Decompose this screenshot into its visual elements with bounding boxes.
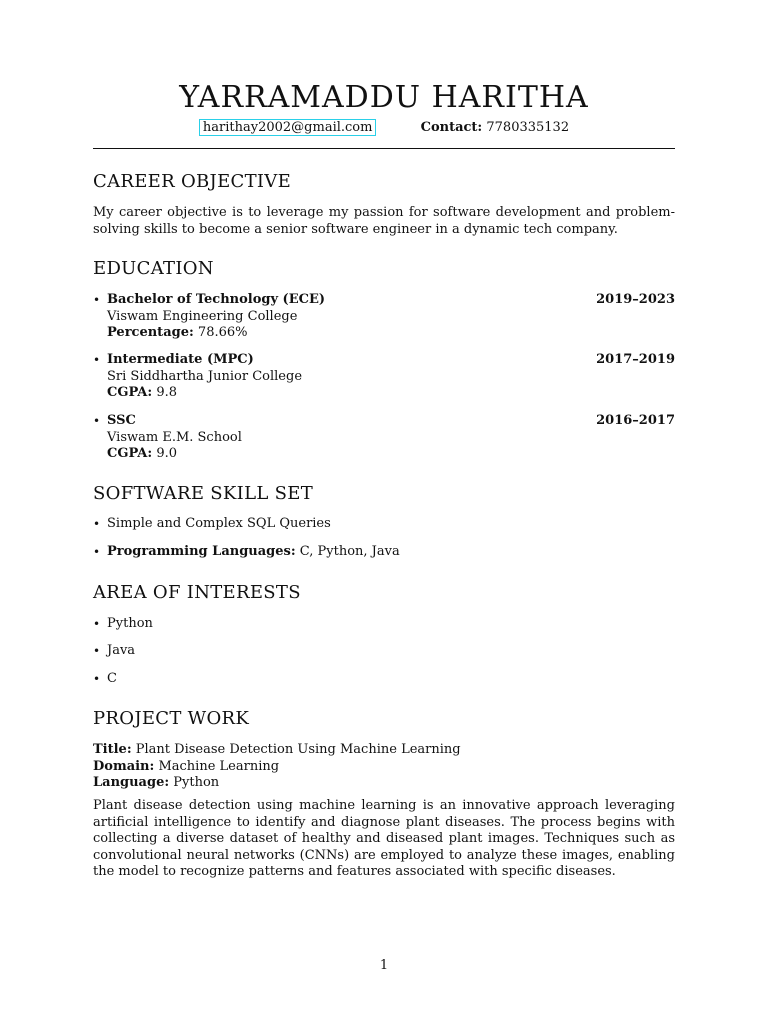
bullet-icon: • xyxy=(93,617,101,631)
project-meta xyxy=(93,742,675,792)
list-item xyxy=(93,544,675,561)
list-item xyxy=(93,643,675,660)
bullet-icon: • xyxy=(93,672,101,686)
skill-text: Simple and Complex SQL Queries xyxy=(107,516,331,531)
education-school: Viswam E.M. School xyxy=(107,429,242,445)
contact-line xyxy=(93,119,675,136)
candidate-name: YARRAMADDU HARITHA xyxy=(179,80,589,115)
education-degree: SSC xyxy=(107,413,136,428)
education-school: Viswam Engineering College xyxy=(107,308,298,324)
section-title-project: PROJECT WORK xyxy=(93,708,250,729)
education-score: 9.8 xyxy=(156,385,177,400)
education-item xyxy=(93,413,675,463)
interest-text: C xyxy=(107,671,117,686)
project-title-value: Plant Disease Detection Using Machine Learning xyxy=(135,742,461,757)
section-title-interests: AREA OF INTERESTS xyxy=(93,582,301,603)
education-item xyxy=(93,292,675,342)
bullet-icon: • xyxy=(93,517,101,531)
project-title-label: Title: xyxy=(93,742,132,757)
education-score-label: Percentage: xyxy=(107,325,194,340)
bullet-icon: • xyxy=(93,545,101,559)
skill-label: Programming Languages: xyxy=(107,544,296,559)
interest-text: Python xyxy=(107,616,153,631)
list-item xyxy=(93,616,675,633)
page-number: 1 xyxy=(379,958,389,973)
bullet-icon: • xyxy=(93,353,101,367)
education-degree: Bachelor of Technology (ECE) xyxy=(107,292,326,307)
project-description: Plant disease detection using machine learning is an innovative approach leveraging artificial intelligence to identify and diagnose plant diseases. The process begins with collecting a diverse dataset of healthy and diseased plant images. Techniques such as convolutional neural networks (CNNs) are employed to analyze these images, enabling the model to recognize patterns and features associated with specific diseases. xyxy=(93,798,675,879)
email-link[interactable]: harithay2002@gmail.com xyxy=(199,119,377,136)
education-score: 78.66% xyxy=(197,325,248,340)
header-divider xyxy=(93,148,675,149)
education-item xyxy=(93,352,675,402)
education-score-label: CGPA: xyxy=(107,385,153,400)
skill-value: C, Python, Java xyxy=(299,544,400,559)
section-title-career: CAREER OBJECTIVE xyxy=(93,171,292,192)
list-item xyxy=(93,671,675,688)
education-years: 2017–2019 xyxy=(596,352,675,367)
career-objective-text: My career objective is to leverage my passion for software development and problem-solving skills to become a senior software engineer in a dynamic tech company. xyxy=(93,205,675,237)
education-degree: Intermediate (MPC) xyxy=(107,352,254,367)
section-title-education: EDUCATION xyxy=(93,258,214,279)
section-title-skills: SOFTWARE SKILL SET xyxy=(93,483,313,504)
project-language-label: Language: xyxy=(93,775,170,790)
education-years: 2019–2023 xyxy=(596,292,675,307)
project-domain-value: Machine Learning xyxy=(158,758,280,774)
education-school: Sri Siddhartha Junior College xyxy=(107,368,303,384)
education-years: 2016–2017 xyxy=(596,413,675,428)
contact-value: 7780335132 xyxy=(486,120,570,135)
education-score: 9.0 xyxy=(156,446,177,461)
interest-text: Java xyxy=(107,643,136,658)
bullet-icon: • xyxy=(93,414,101,428)
bullet-icon: • xyxy=(93,644,101,658)
project-language-value: Python xyxy=(173,775,220,790)
bullet-icon: • xyxy=(93,293,101,307)
list-item xyxy=(93,516,675,533)
project-domain-label: Domain: xyxy=(93,758,155,774)
education-score-label: CGPA: xyxy=(107,446,153,461)
contact-label: Contact: xyxy=(420,120,483,135)
